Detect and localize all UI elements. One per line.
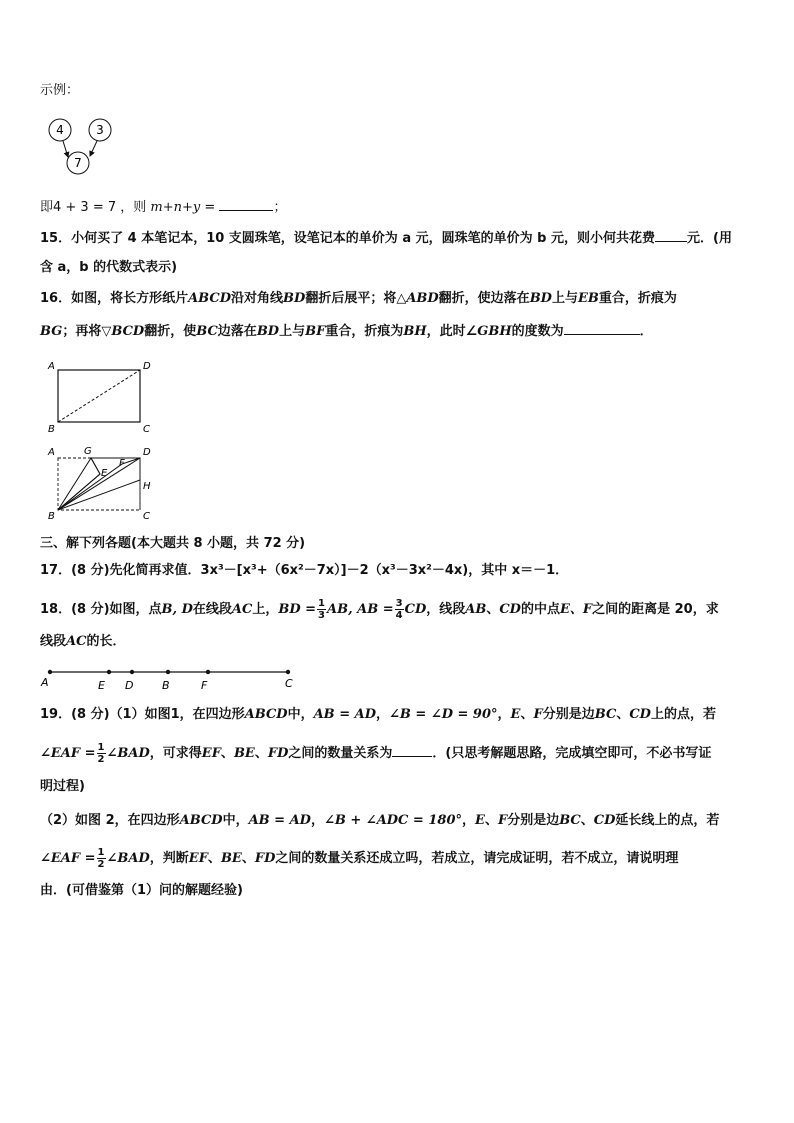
example-label: 示例： bbox=[40, 83, 80, 98]
answer-blank bbox=[392, 744, 432, 757]
point-c: C bbox=[285, 677, 293, 690]
label-d: D bbox=[143, 447, 151, 458]
label-a: A bbox=[48, 361, 55, 372]
q19-part1-line2: ∠EAF = $\frac{1}{2}$ ∠BAD，可求得EF、BE、FD之间的数量关系为 ．(只思考解题思路，完成填空即可，不必书写证 bbox=[40, 742, 712, 765]
fraction-three-quarters: $\frac{3}{4}$ bbox=[395, 598, 403, 621]
label-c: C bbox=[143, 424, 150, 434]
example-node-4: 4 bbox=[56, 123, 64, 137]
q18-line1: 18．(8 分)如图，点B, D在线段AC上，BD = $\frac{1}{3}$ AB, AB = $\frac{3}{4}$ CD，线段AB、CD的中点E、F之间的距离是 20，求 bbox=[40, 598, 719, 621]
label-f: F bbox=[119, 458, 125, 469]
point-d: D bbox=[125, 679, 134, 692]
example-conclusion: 即4 + 3 = 7 ，则 m+n+y = ； bbox=[40, 200, 287, 215]
answer-blank bbox=[219, 198, 273, 211]
q19-part1-line3: 明过程) bbox=[40, 779, 85, 794]
label-e: E bbox=[101, 468, 108, 479]
q16-line2: BG；再将▽BCD翻折，使BC边落在BD上与BF重合，折痕为BH，此时∠GBH的度数为 ． bbox=[40, 324, 653, 339]
fraction-one-half: $\frac{1}{2}$ bbox=[97, 847, 105, 870]
q19-part2-line3: 由．(可借鉴第（1）问的解题经验) bbox=[40, 883, 243, 898]
q16-figure-2 bbox=[44, 442, 154, 522]
example-node-3: 3 bbox=[96, 123, 104, 137]
q19-part2-line1: （2）如图 2，在四边形ABCD中，AB = AD，∠B + ∠ADC = 180°，E、F分别是边BC、CD延长线上的点，若 bbox=[40, 813, 720, 828]
answer-blank bbox=[564, 322, 640, 335]
q15-line1: 15．小何买了 4 本笔记本，10 支圆珠笔，设笔记本的单价为 a 元，圆珠笔的单价为 b 元，则小何共花费 元．(用 bbox=[40, 231, 732, 246]
q18-line2: 线段AC的长． bbox=[40, 634, 126, 649]
label-g: G bbox=[84, 446, 92, 457]
q19-part1-line1: 19．(8 分)（1）如图1，在四边形ABCD中，AB = AD，∠B = ∠D = 90°，E、F分别是边BC、CD上的点，若 bbox=[40, 707, 716, 722]
q16-line1: 16．如图，将长方形纸片ABCD沿对角线BD翻折后展平；将△ABD翻折，使边落在BD上与EB重合，折痕为 bbox=[40, 291, 677, 306]
label-c: C bbox=[143, 511, 150, 522]
fraction-one-half: $\frac{1}{2}$ bbox=[97, 742, 105, 765]
example-diagram bbox=[40, 116, 120, 178]
label-b: B bbox=[48, 511, 55, 522]
section-3-title: 三、解下列各题(本大题共 8 小题，共 72 分) bbox=[40, 536, 306, 551]
point-b: B bbox=[162, 679, 170, 692]
point-f: F bbox=[201, 679, 208, 692]
label-d: D bbox=[143, 361, 151, 372]
point-a: A bbox=[41, 676, 49, 689]
q18-segment-figure bbox=[36, 664, 306, 692]
answer-blank bbox=[655, 229, 687, 242]
fraction-one-third: $\frac{1}{3}$ bbox=[318, 598, 325, 621]
label-b: B bbox=[48, 424, 55, 434]
q19-part2-line2: ∠EAF = $\frac{1}{2}$ ∠BAD，判断EF、BE、FD之间的数量关系还成立吗，若成立，请完成证明，若不成立，请说明理 bbox=[40, 847, 679, 870]
point-e: E bbox=[98, 679, 105, 692]
q15-line2: 含 a，b 的代数式表示) bbox=[40, 260, 178, 275]
example-node-7: 7 bbox=[74, 156, 82, 170]
q17-text: 17．(8 分)先化简再求值．3x³－[x³+（6x²－7x）]－2（x³－3x²－4x)，其中 x＝－1． bbox=[40, 563, 569, 578]
q16-figure-1 bbox=[44, 358, 154, 434]
label-h: H bbox=[143, 481, 151, 492]
label-a: A bbox=[48, 447, 55, 458]
